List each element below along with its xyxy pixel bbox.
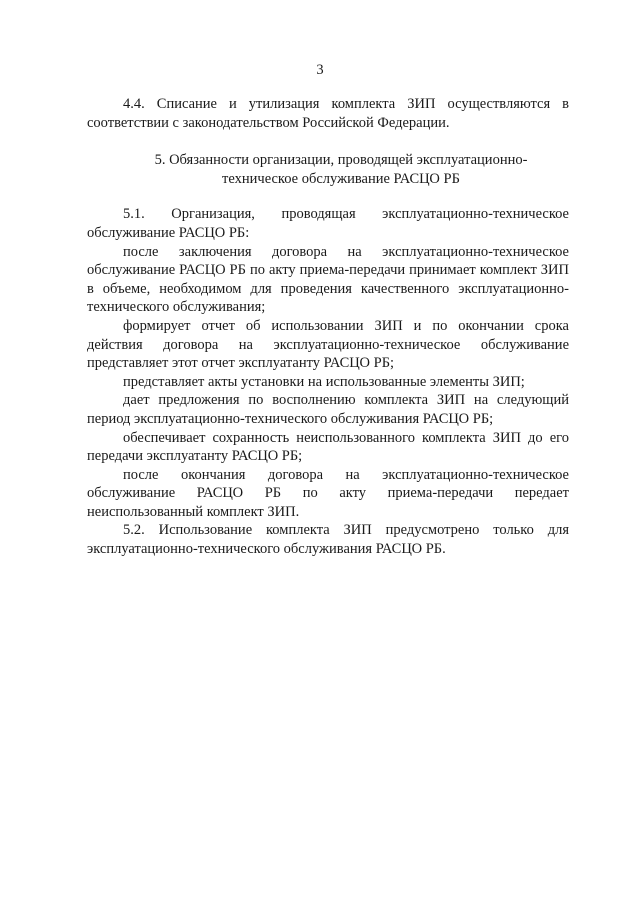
clause-5-2: 5.2. Использование комплекта ЗИП предусмотрено только для эксплуатационно-технического обслуживания РАСЦО РБ. bbox=[87, 522, 569, 558]
clause-4-4: 4.4. Списание и утилизация комплекта ЗИП осуществляются в соответствии с законодательством Российской Федерации. bbox=[87, 96, 569, 131]
duty-item: после заключения договора на эксплуатационно-техническое обслуживание РАСЦО РБ по акту приема-передачи принимает комплект ЗИП в объеме, необходимом для проведения качественного эксплуатационно-технического обслуживания; bbox=[87, 243, 569, 316]
clause-5-1-intro: 5.1. Организация, проводящая эксплуатационно-техническое обслуживание РАСЦО РБ: bbox=[87, 206, 569, 241]
document-body bbox=[87, 95, 569, 559]
duty-item: формирует отчет об использовании ЗИП и по окончании срока действия договора на эксплуатационно-техническое обслуживание представляет этот отчет эксплуатанту РАСЦО РБ; bbox=[87, 317, 569, 372]
page-number: 3 bbox=[316, 62, 324, 78]
duty-item: дает предложения по восполнению комплекта ЗИП на следующий период эксплуатационно-технического обслуживания РАСЦО РБ; bbox=[87, 392, 569, 427]
duty-item: после окончания договора на эксплуатационно-техническое обслуживание РАСЦО РБ по акту приема-передачи передает неиспользованный комплект ЗИП. bbox=[87, 466, 569, 520]
section-5-heading-line1: 5. Обязанности организации, проводящей эксплуатационно- bbox=[154, 152, 528, 169]
section-5-heading-line2: техническое обслуживание РАСЦО РБ bbox=[222, 170, 460, 187]
duty-item: обеспечивает сохранность неиспользованного комплекта ЗИП до его передачи эксплуатанту РАСЦО РБ; bbox=[87, 429, 569, 465]
duty-item: представляет акты установки на использованные элементы ЗИП; bbox=[123, 373, 525, 390]
section-5-heading bbox=[87, 151, 569, 188]
